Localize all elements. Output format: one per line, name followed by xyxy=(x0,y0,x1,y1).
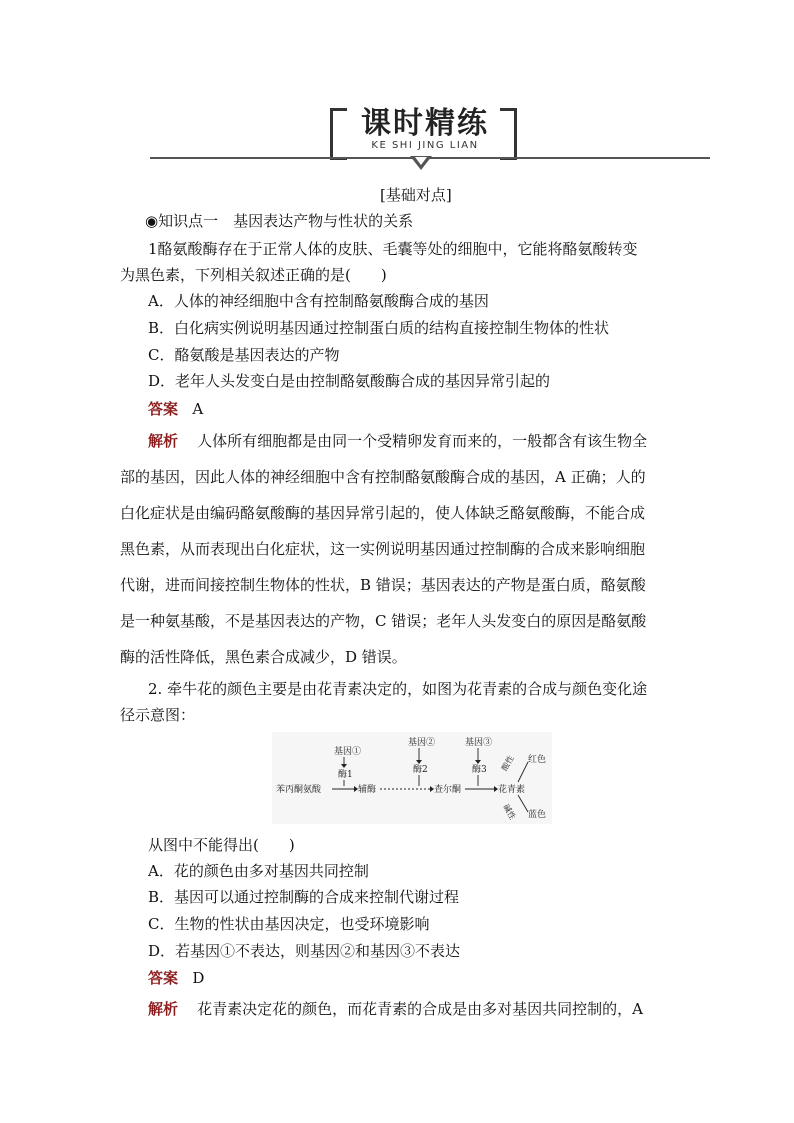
diagram-gene3-label: 基因③ xyxy=(465,738,493,748)
q2-analysis-label: 解析 xyxy=(148,1000,179,1018)
q2-analysis-line1 xyxy=(148,999,643,1019)
q1-analysis-line6: 是一种氨基酸，不是基因表达的产物，C 错误；老年人头发变白的原因是酪氨酸 xyxy=(120,612,647,630)
q2-answer-value: D xyxy=(192,969,205,987)
q1-analysis-line3: 白化症状是由编码酪氨酸酶的基因异常引起的，使人体缺乏酪氨酸酶，不能合成 xyxy=(120,504,646,522)
q2-option-d: D．若基因①不表达，则基因②和基因③不表达 xyxy=(148,942,461,960)
knowledge-point: ◉知识点一 基因表达产物与性状的关系 xyxy=(145,212,414,230)
q2-question: 从图中不能得出( ) xyxy=(148,836,295,854)
q2-answer-row xyxy=(148,968,204,988)
q2-analysis-text-1: 花青素决定花的颜色，而花青素的合成是由多对基因共同控制的，A xyxy=(197,1000,643,1018)
diagram-substrate-label: 苯丙酮氨酸 xyxy=(276,785,322,795)
diagram-enzyme1-label: 酶1 xyxy=(338,770,353,780)
diagram-gene1-label: 基因① xyxy=(334,747,362,757)
q1-analysis-line7: 酶的活性降低，黑色素合成减少，D 错误。 xyxy=(120,648,407,666)
q1-analysis-text-1: 人体所有细胞都是由同一个受精卵发育而来的，一般都含有该生物全 xyxy=(197,432,648,450)
diagram-enzyme3-label: 酶3 xyxy=(472,765,487,775)
q1-stem-line1: 1酪氨酸酶存在于正常人体的皮肤、毛囊等处的细胞中，它能将酪氨酸转变 xyxy=(148,240,638,258)
q1-stem-line2: 为黑色素，下列相关叙述正确的是( ) xyxy=(120,266,387,284)
q2-stem-line2: 径示意图： xyxy=(120,706,196,724)
q2-option-c: C．生物的性状由基因决定，也受环境影响 xyxy=(148,915,430,933)
section-heading: [基础对点] xyxy=(380,186,452,204)
q1-analysis-label: 解析 xyxy=(148,432,179,450)
q1-answer-value: A xyxy=(192,400,204,418)
diagram-blue-label: 蓝色 xyxy=(528,810,547,820)
q1-option-b: B．白化病实例说明基因通过控制蛋白质的结构直接控制生物体的性状 xyxy=(148,319,610,337)
q1-answer-row xyxy=(148,399,203,419)
banner-right-bracket xyxy=(500,108,517,160)
banner-subtitle: KE SHI JING LIAN xyxy=(371,140,479,151)
diagram-acid-label: 酸性 xyxy=(499,754,516,773)
q1-analysis-line4: 黑色素，从而表现出白化症状，这一实例说明基因通过控制酶的合成来影响细胞 xyxy=(120,540,646,558)
header-arrow-inner xyxy=(415,157,427,165)
banner-left-bracket xyxy=(330,108,347,160)
banner-title: 课时精练 xyxy=(361,106,489,141)
diagram-mid2-label: 查尔酮 xyxy=(434,785,462,795)
diagram-gene2-label: 基因② xyxy=(408,738,436,748)
q2-stem-line1: 2. 牵牛花的颜色主要是由花青素决定的，如图为花青素的合成与颜色变化途 xyxy=(148,680,648,698)
q1-analysis-line1 xyxy=(148,431,647,451)
diagram-mid1-label: 辅酶 xyxy=(358,785,377,795)
q1-option-d: D．老年人头发变白是由控制酪氨酸酶合成的基因异常引起的 xyxy=(148,372,551,390)
diagram-enzyme2-label: 酶2 xyxy=(413,765,428,775)
q1-analysis-line5: 代谢，进而间接控制生物体的性状，B 错误；基因表达的产物是蛋白质，酪氨酸 xyxy=(120,576,646,594)
q1-analysis-line2: 部的基因，因此人体的神经细胞中含有控制酪氨酸酶合成的基因，A 正确；人的 xyxy=(120,468,646,486)
q1-option-c: C．酪氨酸是基因表达的产物 xyxy=(148,346,340,364)
q2-answer-label: 答案 xyxy=(148,969,179,987)
diagram-alkaline-label: 碱性 xyxy=(501,802,518,822)
q2-option-b: B．基因可以通过控制酶的合成来控制代谢过程 xyxy=(148,888,460,906)
q2-option-a: A．花的颜色由多对基因共同控制 xyxy=(148,862,369,880)
anthocyanin-pathway-diagram xyxy=(272,732,552,824)
diagram-product-label: 花青素 xyxy=(498,785,526,795)
diagram-red-label: 红色 xyxy=(528,755,547,765)
q1-option-a: A．人体的神经细胞中含有控制酪氨酸酶合成的基因 xyxy=(148,292,489,310)
q1-answer-label: 答案 xyxy=(148,400,179,418)
